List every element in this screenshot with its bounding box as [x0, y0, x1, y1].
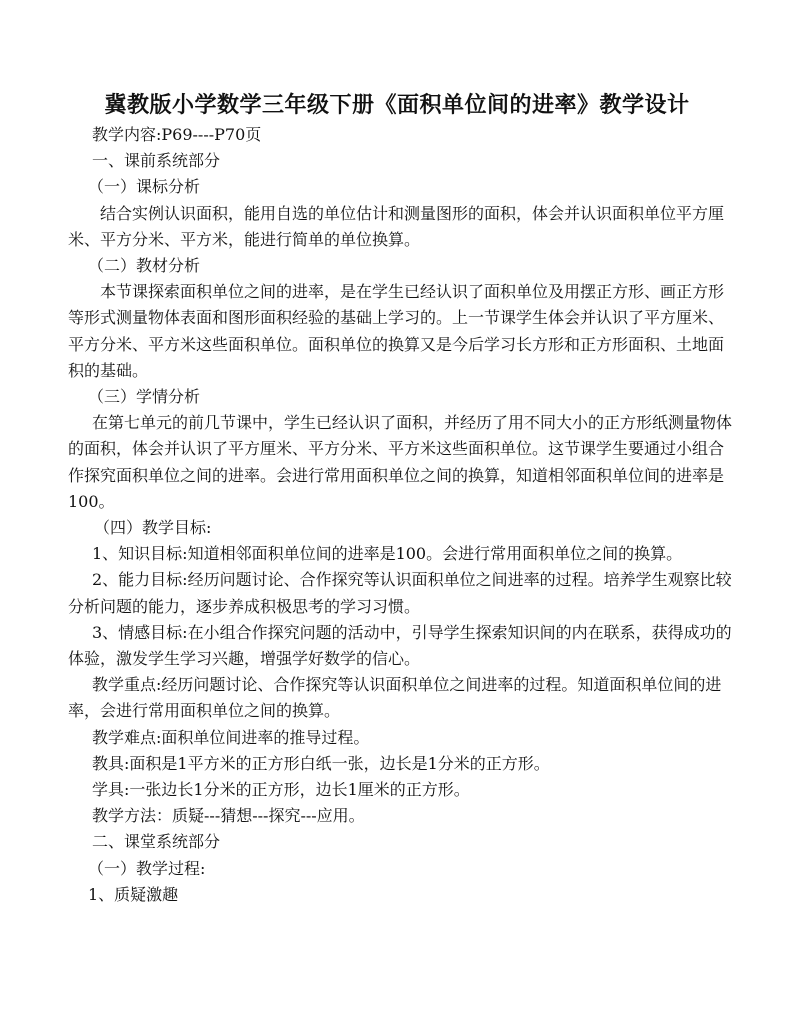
goal-ability: 2、能力目标:经历问题讨论、合作探究等认识面积单位之间进率的过程。培养学生观察比较分析问题的能力，逐步养成积极思考的学习习惯。 [68, 570, 732, 616]
paragraph-curriculum: 结合实例认识面积，能用自选的单位估计和测量图形的面积，体会并认识面积单位平方厘米、平方分米、平方米，能进行简单的单位换算。 [68, 203, 725, 249]
goal-emotion: 3、情感目标:在小组合作探究问题的活动中，引导学生探索知识间的内在联系，获得成功的体验，激发学生学习兴趣，增强学好数学的信心。 [68, 622, 732, 669]
section-heading-1: 一、课前系统部分 [92, 151, 221, 171]
paragraph-content: 教学内容:P69----P70页 [92, 125, 262, 144]
paragraph-students: 在第七单元的前几节课中，学生已经认识了面积，并经历了用不同大小的正方形纸测量物体的面积，体会并认识了平方厘米、平方分米、平方米这些面积单位。这节课学生要通过小组合作探究面积单位之间的进率。会进行常用面积单位之间的换算，知道相邻面积单位间的进率是100。 [68, 413, 733, 511]
subheading-process: （一）教学过程: [88, 858, 206, 878]
subheading-students: （三）学情分析 [88, 387, 201, 407]
key-point: 教学重点:经历问题讨论、合作探究等认识面积单位之间进率的过程。知道面积单位间的进率，会进行常用面积单位之间的换算。 [68, 675, 722, 721]
subheading-textbook: （二）教材分析 [88, 256, 201, 276]
difficult-point: 教学难点:面积单位间进率的推导过程。 [92, 727, 370, 747]
subheading-curriculum: （一）课标分析 [88, 177, 201, 197]
paragraph-textbook: 本节课探索面积单位之间的进率，是在学生已经认识了面积单位及用摆正方形、画正方形等形式测量物体表面和图形面积经验的基础上学习的。上一节课学生体会并认识了平方厘米、平方分米、平方米这些面积单位。面积单位的换算又是今后学习长方形和正方形面积、土地面积的基础。 [68, 282, 725, 380]
subheading-goals: （四）教学目标: [94, 518, 212, 538]
step-1: 1、质疑激趣 [88, 884, 179, 904]
learning-aids: 学具:一张边长1分米的正方形，边长1厘米的正方形。 [92, 780, 470, 800]
teaching-aids: 教具:面积是1平方米的正方形白纸一张，边长是1分米的正方形。 [92, 753, 550, 773]
section-heading-2: 二、课堂系统部分 [92, 832, 221, 852]
document-body [68, 122, 734, 908]
goal-knowledge: 1、知识目标:知道相邻面积单位间的进率是100。会进行常用面积单位之间的换算。 [92, 544, 683, 564]
teaching-method: 教学方法：质疑---猜想---探究---应用。 [92, 806, 365, 826]
document-title: 冀教版小学数学三年级下册《面积单位间的进率》教学设计 [104, 92, 690, 118]
